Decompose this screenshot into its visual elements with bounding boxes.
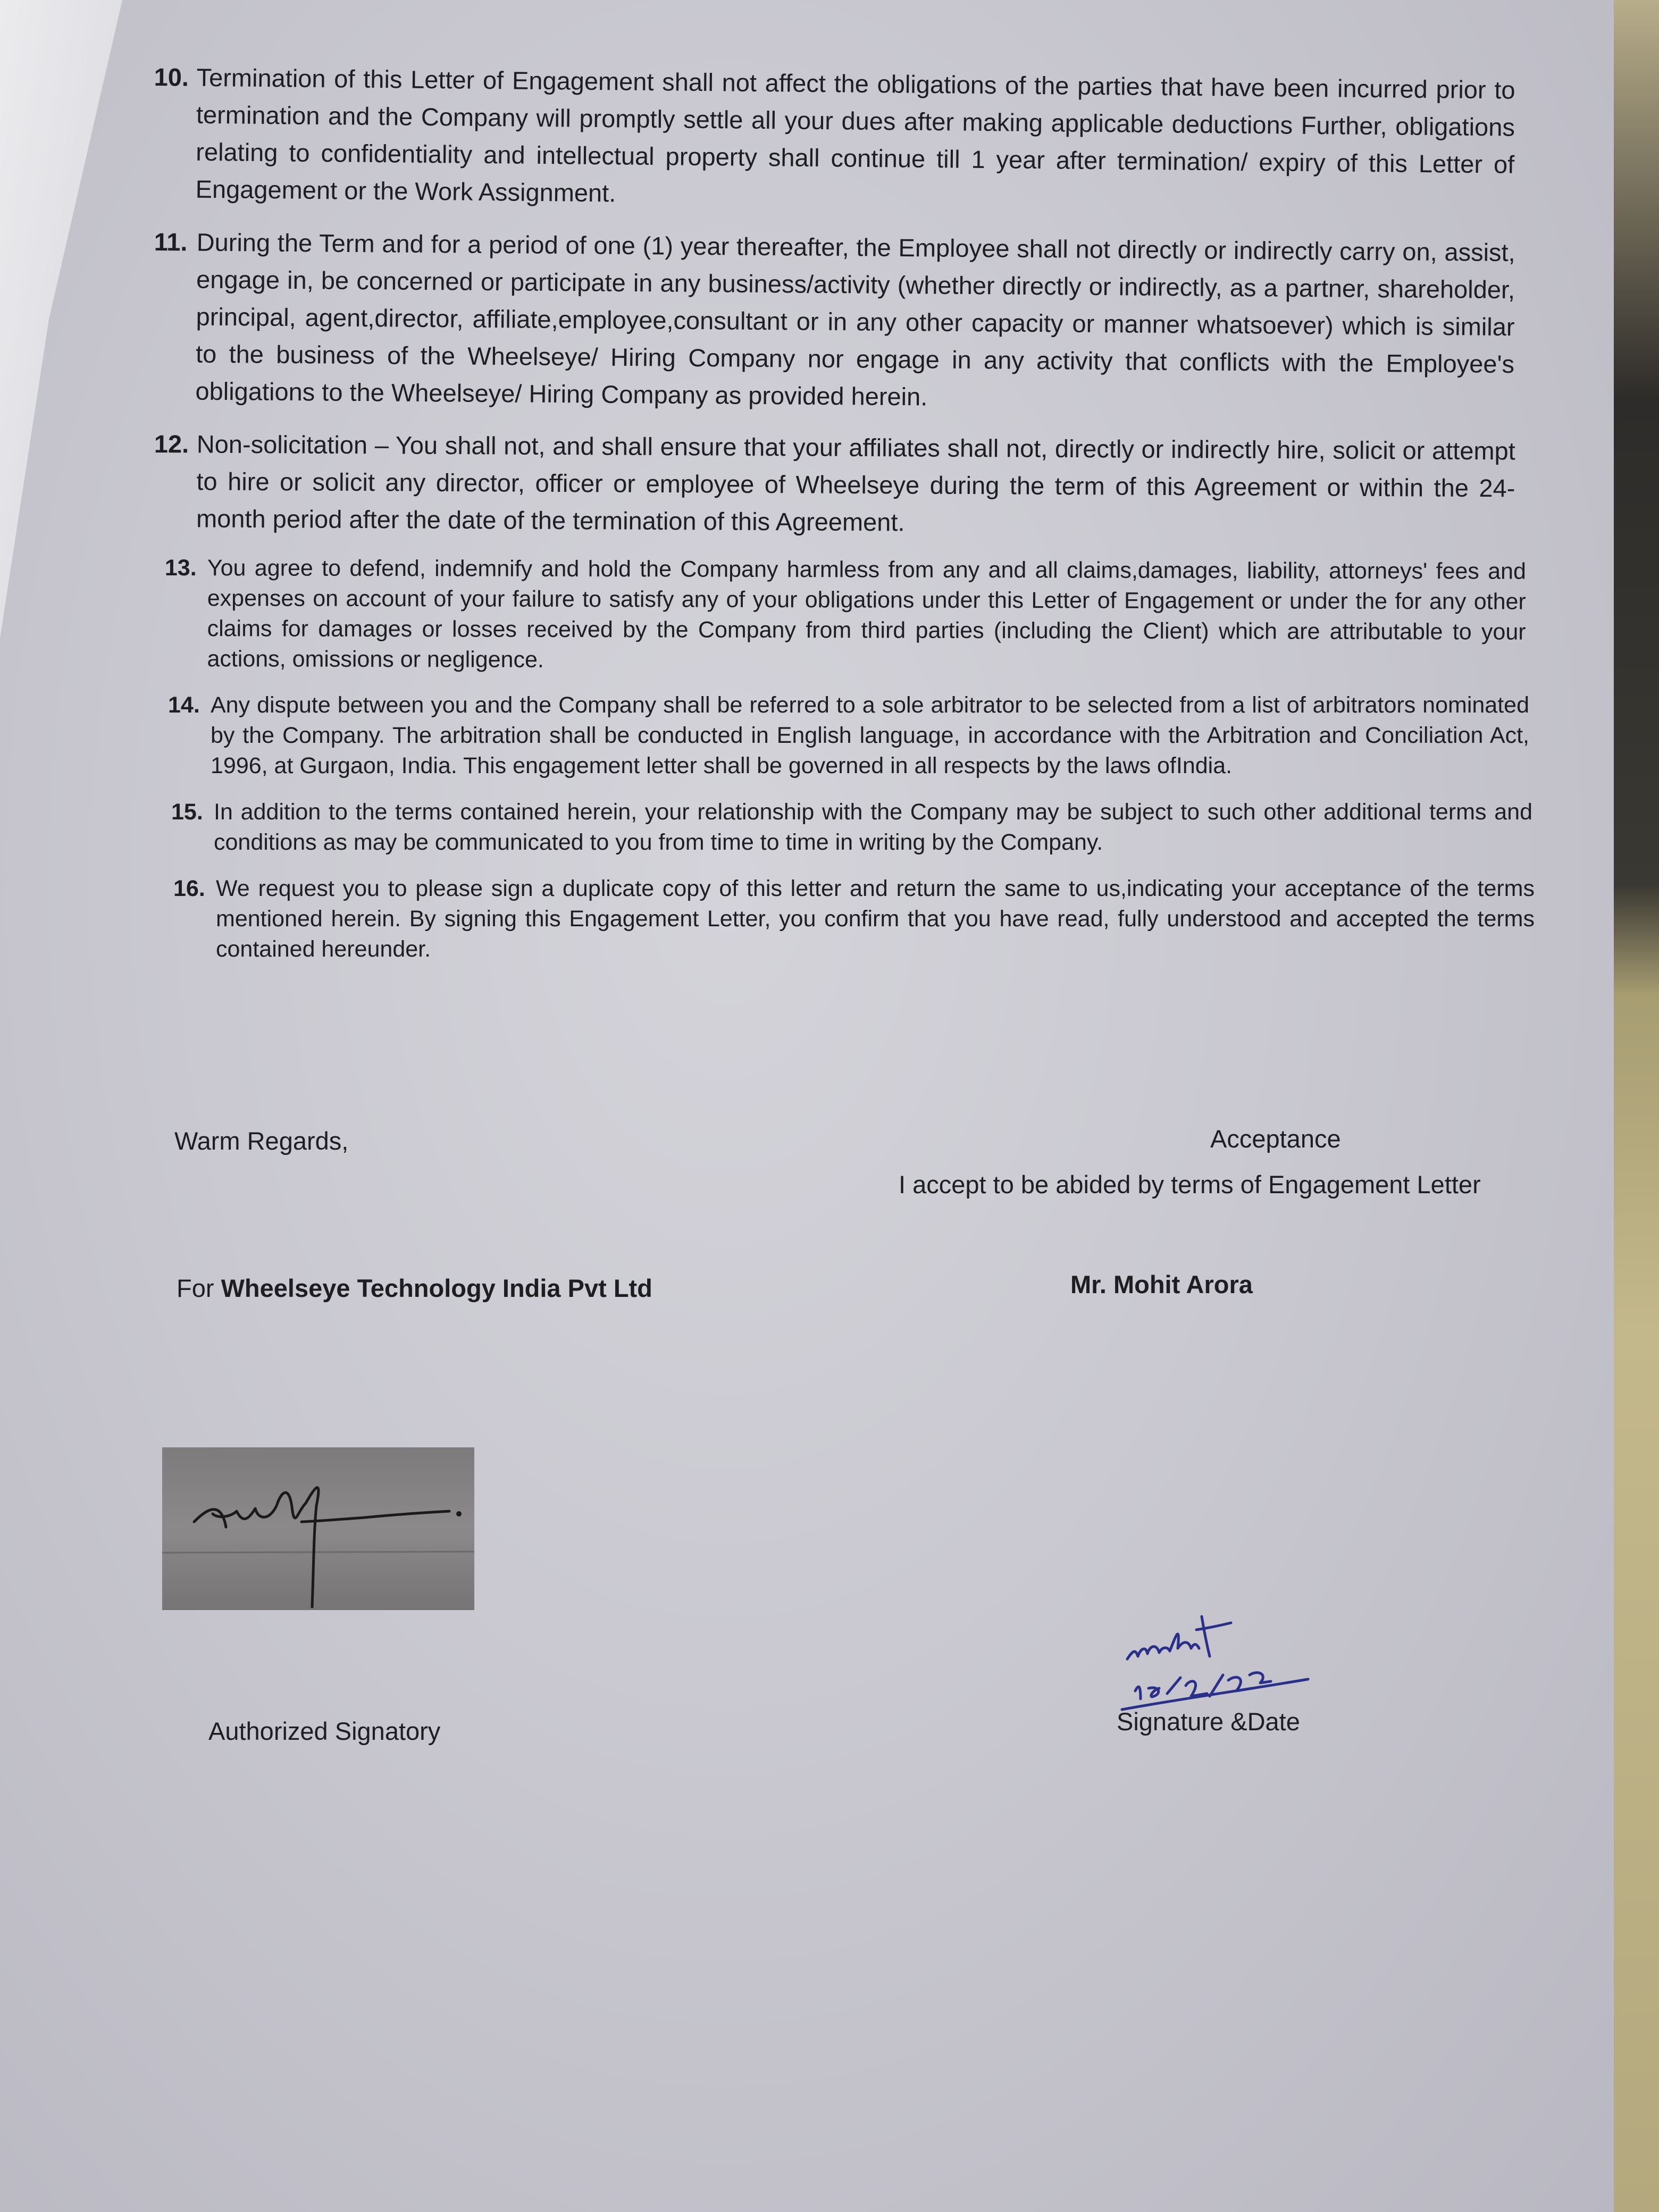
- clause-13: [164, 553, 1526, 678]
- clause-number: 10.: [154, 62, 189, 91]
- authorized-signatory-label: Authorized Signatory: [208, 1717, 441, 1745]
- clause-number: 16.: [173, 876, 205, 901]
- clause-text: We request you to please sign a duplicate copy of this letter and return the same to us,indicating your acceptance of the terms mentioned herein. By signing this Engagement Letter, you confirm that you have read, fully understood and accepted the terms contained hereunder.: [216, 876, 1535, 962]
- company-prefix: For: [177, 1274, 214, 1302]
- clause-text: In addition to the terms contained herein, your relationship with the Company may be subject to such other additional terms and conditions as may be communicated to you from time to time in writing by the Company.: [214, 799, 1532, 855]
- clause-text: During the Term and for a period of one (1) year thereafter, the Employee shall not directly or indirectly carry on, assist, engage in, be concerned or participate in any business/activity (whether directly or indirectly, as a partner, shareholder, principal, agent,director, affiliate,employee,consultant or in any other capacity or manner whatsoever) which is similar to the business of the Wheelseye/ Hiring Company nor engage in any activity that conflicts with the Employee's obligations to the Wheelseye/ Hiring Company as provided herein.: [195, 228, 1515, 411]
- folded-page-edge: [0, 0, 122, 638]
- clause-14: [168, 690, 1529, 781]
- clause-text: Non-solicitation – You shall not, and shall ensure that your affiliates shall not, directly or indirectly hire, solicit or attempt to hire or solicit any director, officer or employee of Wheelseye during the term of this Agreement or within the 24-month period after the date of the termination of this Agreement.: [196, 430, 1515, 537]
- clause-number: 11.: [154, 227, 188, 256]
- clause-number: 13.: [164, 555, 197, 581]
- acceptance-heading: Acceptance: [1210, 1125, 1341, 1153]
- clause-number: 12.: [154, 429, 189, 458]
- clause-number: 14.: [168, 692, 200, 718]
- closing-salutation: Warm Regards,: [174, 1127, 349, 1155]
- clause-15: [171, 797, 1532, 858]
- clause-16: [173, 874, 1535, 965]
- clause-number: 15.: [171, 799, 203, 825]
- company-signature-stamp: [162, 1447, 474, 1610]
- signature-date-label: Signature &Date: [1117, 1707, 1300, 1736]
- clause-text: Termination of this Letter of Engagement shall not affect the obligations of the parties that have been incurred prior to termination and the Company will promptly settle all your dues after making applicable deductions Further, obligations relating to confidentiality and intellectual property shall continue till 1 year after termination/ expiry of this Letter of Engagement or the Work Assignment.: [195, 63, 1515, 207]
- clause-11: [153, 223, 1515, 420]
- company-name: Wheelseye Technology India Pvt Ltd: [221, 1274, 652, 1302]
- company-signature-icon: [162, 1447, 474, 1610]
- company-line: [177, 1273, 652, 1303]
- acceptance-statement: I accept to be abided by terms of Engagement Letter: [899, 1170, 1481, 1199]
- clause-list: [154, 58, 1535, 981]
- clause-text: You agree to defend, indemnify and hold the Company harmless from any and all claims,damages, liability, attorneys' fees and expenses on account of your failure to satisfy any of your obligations under this Letter of Engagement or under the for any other claims for damages or losses received by the Company from third parties (including the Client) which are attributable to your actions, omissions or negligence.: [207, 555, 1526, 673]
- clause-10: [153, 58, 1515, 221]
- employee-name: Mr. Mohit Arora: [1070, 1270, 1253, 1298]
- clause-text: Any dispute between you and the Company shall be referred to a sole arbitrator to be selected from a list of arbitrators nominated by the Company. The arbitration shall be conducted in English language, in accordance with the Arbitration and Conciliation Act, 1996, at Gurgaon, India. This engagement letter shall be governed in all respects by the laws ofIndia.: [211, 692, 1529, 778]
- clause-12: [154, 425, 1515, 544]
